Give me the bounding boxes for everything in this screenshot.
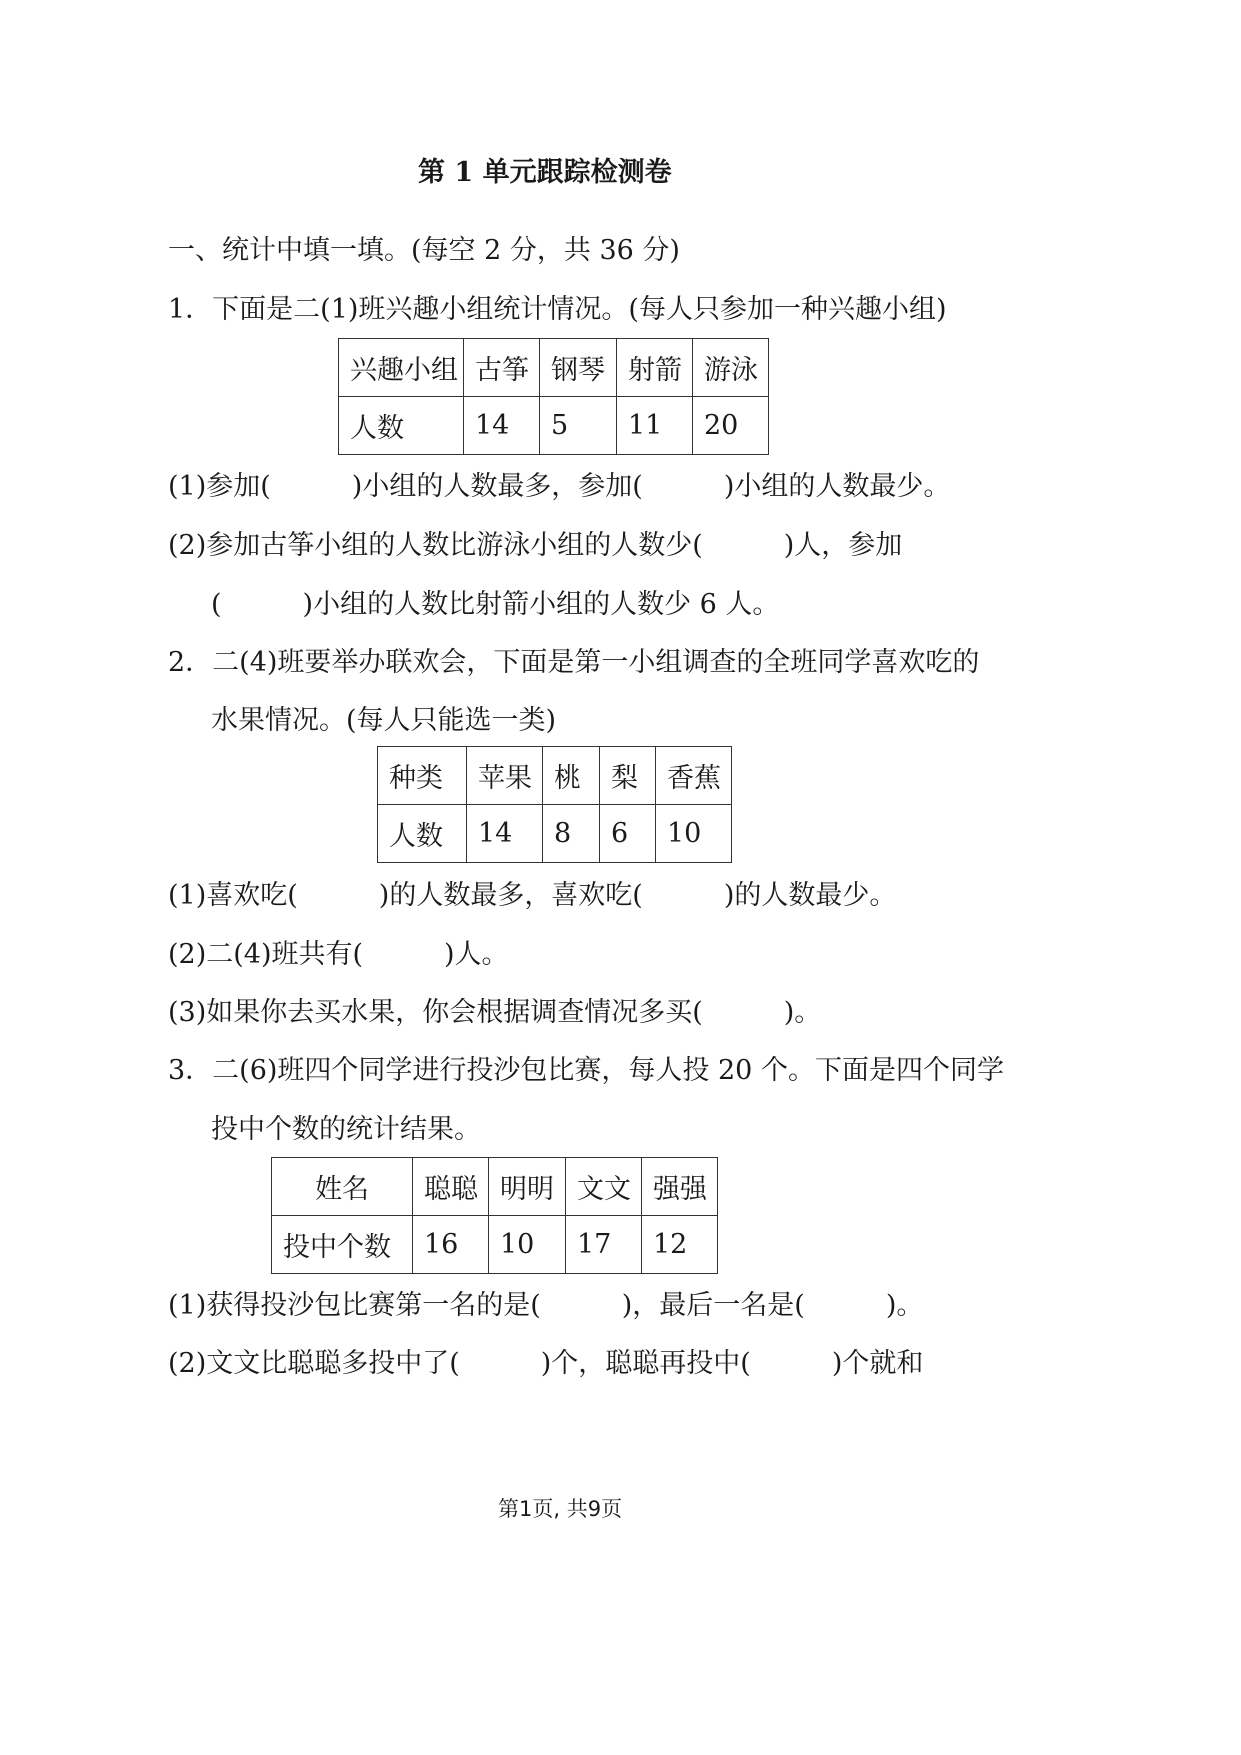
q2-table xyxy=(377,746,732,863)
q3-table-cell: 投中个数 xyxy=(272,1216,413,1274)
q3-table-cell: 强强 xyxy=(642,1158,718,1216)
q3-table-cell: 17 xyxy=(566,1216,642,1274)
q2-stem-a: 2．二(4)班要举办联欢会，下面是第一小组调查的全班同学喜欢吃的 xyxy=(168,647,980,678)
q2-sub2: (2)二(4)班共有( )人。 xyxy=(168,939,509,970)
q1-table-cell: 11 xyxy=(617,397,693,455)
q3-table xyxy=(271,1157,718,1274)
q2-table-cell: 苹果 xyxy=(467,747,543,805)
q3-table-cell: 16 xyxy=(413,1216,489,1274)
page-title: 第 1 单元跟踪检测卷 xyxy=(418,157,672,188)
q2-stem-b: 水果情况。(每人只能选一类) xyxy=(211,705,557,736)
q1-table xyxy=(338,338,769,455)
q1-table-cell: 古筝 xyxy=(464,339,540,397)
q1-sub2b: ( )小组的人数比射箭小组的人数少 6 人。 xyxy=(211,589,780,620)
q3-sub2: (2)文文比聪聪多投中了( )个，聪聪再投中( )个就和 xyxy=(168,1348,924,1379)
q2-sub1: (1)喜欢吃( )的人数最多，喜欢吃( )的人数最少。 xyxy=(168,880,897,911)
q2-table-data-row xyxy=(378,805,732,863)
q2-table-cell: 种类 xyxy=(378,747,467,805)
q3-table-cell: 聪聪 xyxy=(413,1158,489,1216)
page-footer: 第1页, 共9页 xyxy=(498,1497,623,1521)
q2-table-header-row xyxy=(378,747,732,805)
q1-table-cell: 射箭 xyxy=(617,339,693,397)
q3-table-cell: 10 xyxy=(489,1216,566,1274)
q1-table-cell: 14 xyxy=(464,397,540,455)
q1-table-data-row xyxy=(339,397,769,455)
q1-table-cell: 游泳 xyxy=(693,339,769,397)
q3-table-header-row xyxy=(272,1158,718,1216)
q1-table-cell: 20 xyxy=(693,397,769,455)
q2-table-cell: 桃 xyxy=(543,747,600,805)
q1-stem: 1．下面是二(1)班兴趣小组统计情况。(每人只参加一种兴趣小组) xyxy=(168,294,947,325)
q3-table-cell: 12 xyxy=(642,1216,718,1274)
q1-table-cell: 钢琴 xyxy=(540,339,617,397)
q2-table-cell: 6 xyxy=(600,805,656,863)
q1-table-cell: 人数 xyxy=(339,397,464,455)
q3-sub1: (1)获得投沙包比赛第一名的是( )，最后一名是( )。 xyxy=(168,1290,924,1321)
q1-sub2a: (2)参加古筝小组的人数比游泳小组的人数少( )人，参加 xyxy=(168,530,903,561)
q3-stem-a: 3．二(6)班四个同学进行投沙包比赛，每人投 20 个。下面是四个同学 xyxy=(168,1055,1004,1086)
q2-table-cell: 8 xyxy=(543,805,600,863)
q1-table-cell: 兴趣小组 xyxy=(339,339,464,397)
q2-table-cell: 梨 xyxy=(600,747,656,805)
section-heading: 一、统计中填一填。(每空 2 分，共 36 分) xyxy=(168,235,680,266)
q3-table-data-row xyxy=(272,1216,718,1274)
q2-table-cell: 香蕉 xyxy=(656,747,732,805)
q1-table-cell: 5 xyxy=(540,397,617,455)
q2-table-cell: 人数 xyxy=(378,805,467,863)
q2-table-cell: 14 xyxy=(467,805,543,863)
q1-table-header-row xyxy=(339,339,769,397)
q3-table-cell: 明明 xyxy=(489,1158,566,1216)
q3-stem-b: 投中个数的统计结果。 xyxy=(211,1114,481,1145)
q2-sub3: (3)如果你去买水果，你会根据调查情况多买( )。 xyxy=(168,997,822,1028)
q1-sub1: (1)参加( )小组的人数最多，参加( )小组的人数最少。 xyxy=(168,471,951,502)
q3-table-cell: 文文 xyxy=(566,1158,642,1216)
q2-table-cell: 10 xyxy=(656,805,732,863)
q3-table-cell: 姓名 xyxy=(272,1158,413,1216)
